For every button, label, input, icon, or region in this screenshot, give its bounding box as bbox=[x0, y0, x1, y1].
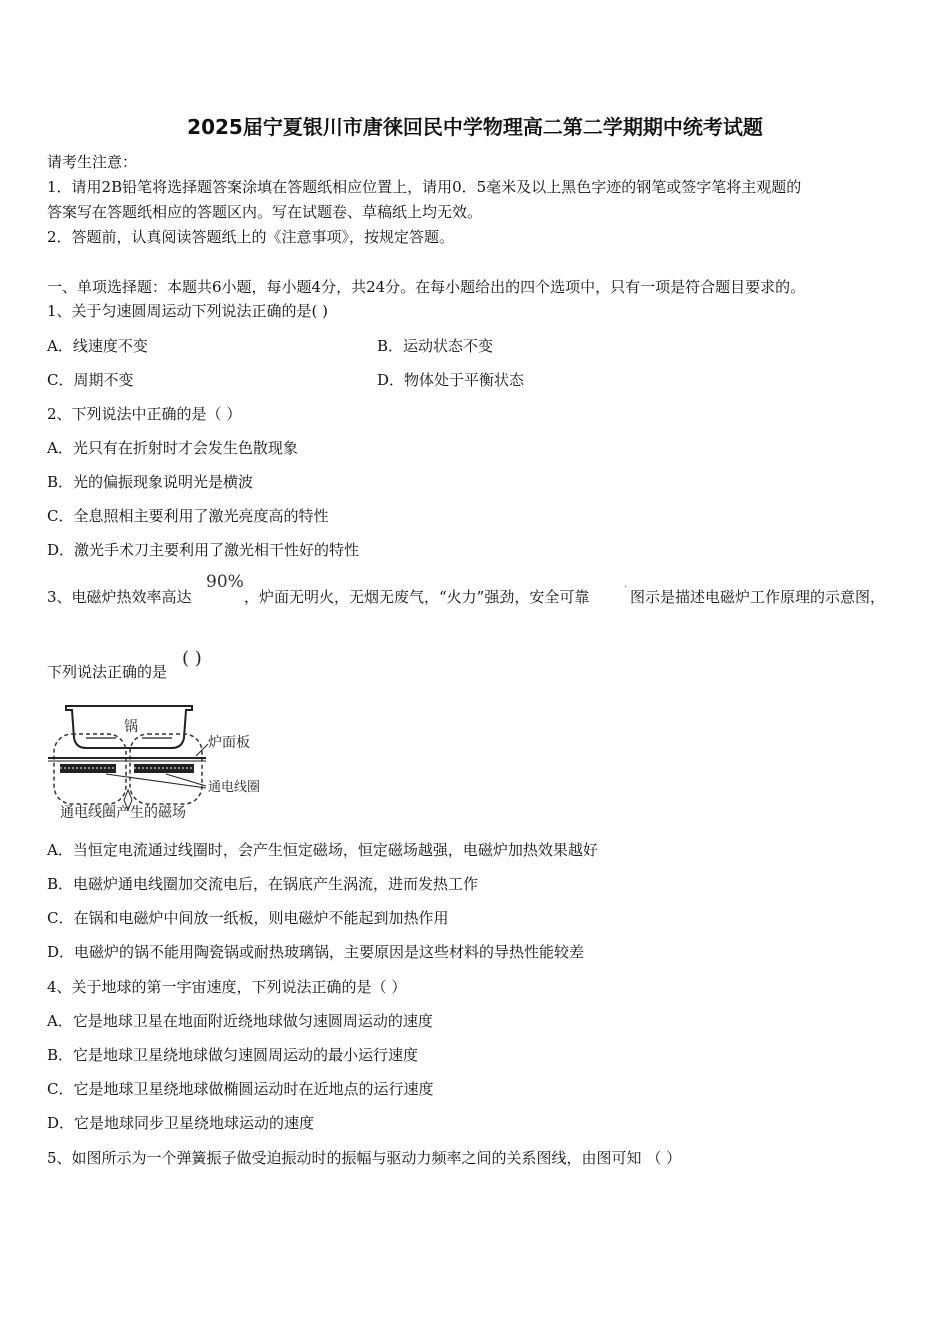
q2-option-c: C．全息照相主要利用了激光亮度高的特性 bbox=[47, 507, 329, 525]
q3-mark-dot: · bbox=[624, 582, 628, 593]
notice-line-1: 1．请用2B铅笔将选择题答案涂填在答题纸相应位置上，请用0．5毫米及以上黑色字迹的钢笔或签字笔将主观题的 bbox=[47, 178, 802, 196]
q3-answer-paren: ( ) bbox=[182, 648, 202, 669]
notice-line-3: 2．答题前，认真阅读答题纸上的《注意事项》，按规定答题。 bbox=[47, 228, 455, 246]
q3-stem-part2: ，炉面无明火，无烟无废气，“火力”强劲，安全可靠 bbox=[244, 588, 590, 606]
pot-label: 锅 bbox=[124, 719, 138, 735]
q4-option-c: C．它是地球卫星绕地球做椭圆运动时在近地点的运行速度 bbox=[47, 1080, 434, 1098]
q1-option-b: B．运动状态不变 bbox=[377, 337, 494, 355]
q1-option-d: D．物体处于平衡状态 bbox=[377, 371, 525, 389]
q3-option-c: C．在锅和电磁炉中间放一纸板，则电磁炉不能起到加热作用 bbox=[47, 909, 449, 927]
notice-heading: 请考生注意： bbox=[47, 153, 138, 171]
q3-stem-line2: 下列说法正确的是 bbox=[47, 663, 168, 681]
section-heading: 一、单项选择题：本题共6小题，每小题4分，共24分。在每小题给出的四个选项中，只有一项是符合题目要求的。 bbox=[47, 278, 806, 296]
q1-option-c: C．周期不变 bbox=[47, 371, 134, 389]
q2-option-d: D．激光手术刀主要利用了激光相干性好的特性 bbox=[47, 541, 360, 559]
q3-stem-part1: 3、电磁炉热效率高达 bbox=[47, 588, 192, 606]
q4-option-b: B．它是地球卫星绕地球做匀速圆周运动的最小运行速度 bbox=[47, 1046, 419, 1064]
q3-option-d: D．电磁炉的锅不能用陶瓷锅或耐热玻璃锅，主要原因是这些材料的导热性能较差 bbox=[47, 943, 585, 961]
q3-option-a: A．当恒定电流通过线圈时，会产生恒定磁场，恒定磁场越强，电磁炉加热效果越好 bbox=[47, 841, 598, 859]
q4-option-a: A．它是地球卫星在地面附近绕地球做匀速圆周运动的速度 bbox=[47, 1012, 433, 1030]
q5-stem: 5、如图所示为一个弹簧振子做受迫振动时的振幅与驱动力频率之间的关系图线，由图可知 （ ） bbox=[47, 1149, 682, 1167]
coil-leader-line-2 bbox=[166, 774, 206, 786]
q1-stem: 1、关于匀速圆周运动下列说法正确的是( ) bbox=[47, 302, 329, 320]
coil-label: 通电线圈 bbox=[208, 780, 261, 795]
notice-line-2: 答案写在答题纸相应的答题区内。写在试题卷、草稿纸上均无效。 bbox=[47, 203, 483, 221]
q3-stem-part3: 图示是描述电磁炉工作原理的示意图， bbox=[630, 588, 886, 606]
induction-cooker-diagram bbox=[46, 700, 286, 830]
q2-option-b: B．光的偏振现象说明光是横波 bbox=[47, 473, 254, 491]
q4-option-d: D．它是地球同步卫星绕地球运动的速度 bbox=[47, 1114, 315, 1132]
q3-percent: 90% bbox=[206, 572, 244, 592]
plate-label: 炉面板 bbox=[208, 735, 250, 751]
q4-stem: 4、关于地球的第一宇宙速度，下列说法正确的是（ ） bbox=[47, 978, 407, 996]
q2-option-a: A．光只有在折射时才会发生色散现象 bbox=[47, 439, 298, 457]
q2-stem: 2、下列说法中正确的是（ ） bbox=[47, 405, 242, 423]
q3-option-b: B．电磁炉通电线圈加交流电后，在锅底产生涡流，进而发热工作 bbox=[47, 875, 479, 893]
page-title: 2025届宁夏银川市唐徕回民中学物理高二第二学期期中统考试题 bbox=[187, 115, 763, 139]
q1-option-a: A．线速度不变 bbox=[47, 337, 148, 355]
field-label: 通电线圈产生的磁场 bbox=[60, 805, 186, 821]
